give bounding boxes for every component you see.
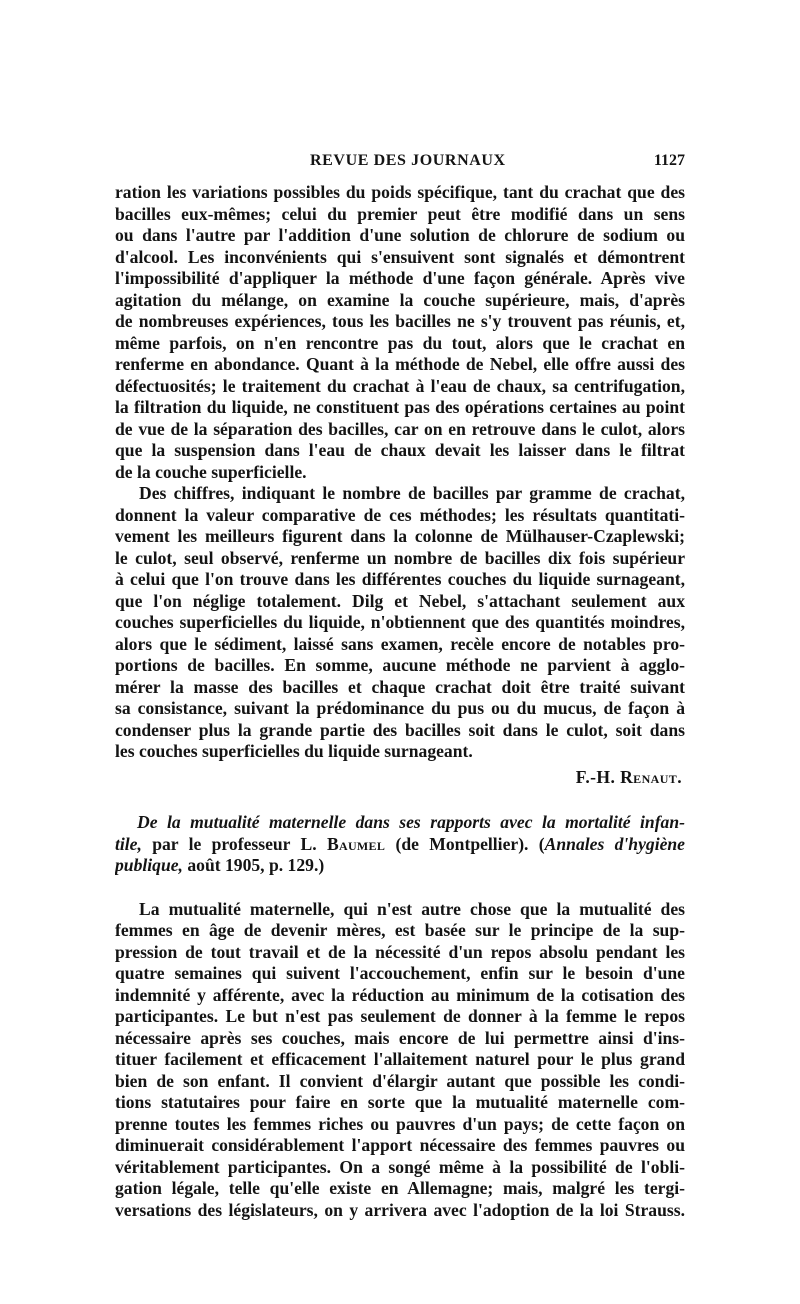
- paragraph-line: sa consistance, suivant la prédominance du pus ou du mucus, de façon à: [115, 698, 685, 718]
- paragraph-line: les couches superficielles du liquide surnageant.: [115, 741, 473, 761]
- paragraph-line: quatre semaines qui suivent l'accouchement, enfin sur le besoin d'une: [115, 963, 685, 983]
- paragraph-line: Des chiffres, indiquant le nombre de bacilles par gramme de crachat,: [139, 483, 685, 503]
- paragraph-line: la filtration du liquide, ne constituent pas des opérations certaines au point: [115, 397, 685, 417]
- paragraph-line: couches superficielles du liquide, n'obtiennent que des quantités moindres,: [115, 612, 685, 632]
- paragraph-line: défectuosités; le traitement du crachat à l'eau de chaux, sa centrifugation,: [115, 375, 685, 396]
- signature-name: Renaut.: [620, 766, 682, 787]
- title-journal: Annales d'hygiène: [544, 833, 685, 854]
- paragraph-line: le culot, seul observé, renferme un nombre de bacilles dix fois supérieur: [115, 547, 685, 568]
- paragraph-line: La mutualité maternelle, qui n'est autre chose que la mutualité des: [139, 898, 685, 919]
- paragraph-line: bien de son enfant. Il convient d'élargir autant que possible les condi-: [115, 1070, 685, 1091]
- paragraph-line: véritablement participantes. On a songé même à la possibilité de l'obli-: [115, 1156, 685, 1177]
- article-baumel: [115, 899, 685, 1222]
- paragraph-line: bacilles eux-mêmes; celui du premier peut être modifié dans un sens: [115, 203, 685, 224]
- article-renaut: [115, 182, 685, 788]
- paragraph-line: l'impossibilité d'appliquer la méthode d'une façon générale. Après vive: [115, 268, 685, 288]
- paragraph-line: que la suspension dans l'eau de chaux devait les laisser dans le filtrat: [115, 440, 685, 460]
- paragraph-line: mérer la masse des bacilles et chaque crachat doit être traité suivant: [115, 676, 685, 697]
- title-part: (de Montpellier). (: [385, 833, 545, 854]
- article-title-line: De la mutualité maternelle dans ses rapports avec la mortalité infan-: [137, 812, 685, 832]
- paragraph-line: vement les meilleurs figurent dans la colonne de Mülhauser-Czaplewski;: [115, 526, 685, 546]
- paragraph-line: diminuerait considérablement l'apport nécessaire des femmes pauvres ou: [115, 1135, 685, 1155]
- page-number: 1127: [653, 152, 685, 169]
- author-signature: [115, 767, 685, 789]
- article-title-block: [115, 812, 685, 877]
- paragraph-line: de la couche superficielle.: [115, 461, 307, 482]
- paragraph-line: donnent la valeur comparative de ces méthodes; les résultats quantitati-: [115, 504, 685, 525]
- paragraph-line: participantes. Le but n'est pas seulement de donner à la femme le repos: [115, 1006, 685, 1026]
- page-header: [115, 152, 685, 174]
- paragraph-line: ration les variations possibles du poids spécifique, tant du crachat que des: [115, 182, 685, 202]
- paragraph-line: d'alcool. Les inconvénients qui s'ensuivent sont signalés et démontrent: [115, 246, 685, 267]
- paragraph-line: gation légale, telle qu'elle existe en Allemagne; mais, malgré les tergi-: [115, 1178, 685, 1198]
- title-part-italic: publique,: [115, 855, 183, 875]
- paragraph-line: renferme en abondance. Quant à la méthode de Nebel, elle offre aussi des: [115, 354, 685, 374]
- paragraph-line: condenser plus la grande partie des bacilles soit dans le culot, soit dans: [115, 719, 685, 740]
- paragraph-line: pression de tout travail et de la nécessité d'un repos absolu pendant les: [115, 941, 685, 962]
- paragraph-line: femmes en âge de devenir mères, est basée sur le principe de la sup-: [115, 920, 685, 940]
- paragraph-line: à celui que l'on trouve dans les différentes couches du liquide surnageant,: [115, 569, 685, 589]
- paragraph-line: nécessaire après ses couches, mais encore de lui permettre ainsi d'ins-: [115, 1027, 685, 1048]
- paragraph-line: tituer facilement et efficacement l'allaitement naturel pour le plus grand: [115, 1049, 685, 1069]
- paragraph-line: tions statutaires pour faire en sorte que la mutualité maternelle com-: [115, 1092, 685, 1112]
- paragraph-line: versations des législateurs, on y arrivera avec l'adoption de la loi Strauss.: [115, 1199, 685, 1220]
- paragraph-line: que l'on néglige totalement. Dilg et Nebel, s'attachant seulement aux: [115, 590, 685, 611]
- paragraph-line: ou dans l'autre par l'addition d'une solution de chlorure de sodium ou: [115, 225, 685, 245]
- title-part: par le professeur L.: [141, 833, 327, 854]
- article-title-line: [115, 834, 685, 856]
- running-title: REVUE DES JOURNAUX: [310, 152, 506, 169]
- paragraph-line: alors que le sédiment, laissé sans examen, recèle encore de notables pro-: [115, 633, 685, 654]
- paragraph-line: agitation du mélange, on examine la couche supérieure, mais, d'après: [115, 289, 685, 310]
- signature-initials: F.-H.: [575, 766, 621, 787]
- paragraph-line: prenne toutes les femmes riches ou pauvres d'un pays; de cette façon on: [115, 1113, 685, 1134]
- paragraph-line: de nombreuses expériences, tous les bacilles ne s'y trouvent pas réunis, et,: [115, 311, 685, 331]
- paragraph-line: même parfois, on n'en rencontre pas du tout, alors que le crachat en: [115, 332, 685, 353]
- article-title-line: [115, 855, 685, 877]
- section-gap: [115, 788, 685, 812]
- title-part: août 1905, p. 129.): [182, 855, 325, 875]
- paragraph-line: portions de bacilles. En somme, aucune méthode ne parvient à agglo-: [115, 655, 685, 675]
- paragraph-line: indemnité y afférente, avec la réduction au minimum de la cotisation des: [115, 984, 685, 1005]
- body-text: [115, 182, 685, 1221]
- paragraph-line: de vue de la séparation des bacilles, car on en retrouve dans le culot, alors: [115, 418, 685, 439]
- section-gap: [115, 877, 685, 899]
- title-part-italic: tile,: [115, 833, 142, 854]
- title-author: Baumel: [326, 833, 386, 854]
